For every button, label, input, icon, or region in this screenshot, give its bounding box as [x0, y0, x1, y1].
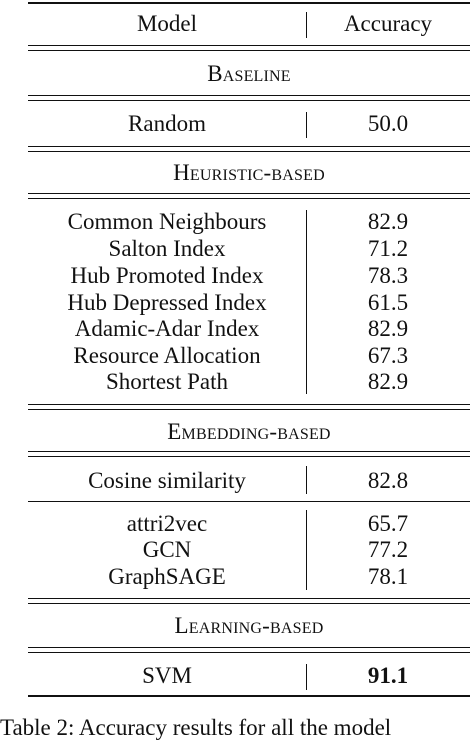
- table-row-model: Random: [128, 111, 206, 136]
- column-divider: [306, 466, 307, 494]
- rule: [28, 50, 470, 51]
- table-row-model: attri2vec: [126, 511, 208, 536]
- section-title-learning: Learning-based: [174, 613, 324, 638]
- table-row-model: Common Neighbours: [67, 209, 267, 234]
- rule: [28, 456, 470, 457]
- table-row-model: Adamic-Adar Index: [74, 316, 260, 341]
- table-row-accuracy: 67.3: [367, 343, 409, 368]
- table-caption: Table 2: Accuracy results for all the model: [0, 715, 392, 740]
- rule: [28, 451, 470, 452]
- table-row-accuracy: 78.3: [367, 263, 409, 288]
- table-row-model: GraphSAGE: [108, 564, 226, 589]
- section-title-heuristic: Heuristic-based: [173, 160, 325, 185]
- table-row-model: Salton Index: [108, 236, 226, 261]
- table-row-model: GCN: [142, 537, 192, 562]
- rule: [28, 404, 470, 405]
- table-row-model: Hub Promoted Index: [70, 263, 264, 288]
- table-row-accuracy-best: 91.1: [367, 663, 409, 688]
- rule: [28, 151, 470, 152]
- rule: [28, 146, 470, 147]
- rule: [28, 501, 470, 502]
- table-row-accuracy: 71.2: [367, 236, 409, 261]
- rule: [28, 45, 470, 46]
- table-row-accuracy: 82.9: [367, 316, 409, 341]
- table-row-model: Hub Depressed Index: [67, 290, 267, 315]
- column-divider: [306, 664, 307, 690]
- table-row-model: Cosine similarity: [88, 468, 246, 493]
- column-divider: [306, 112, 307, 138]
- table-row-model: Resource Allocation: [73, 343, 261, 368]
- table-row-accuracy: 77.2: [367, 537, 409, 562]
- table-row-accuracy: 82.8: [367, 468, 409, 493]
- rule: [28, 603, 470, 604]
- rule: [28, 100, 470, 101]
- table-row-accuracy: 82.9: [367, 209, 409, 234]
- table-top-rule: [28, 2, 470, 4]
- table-row-model: Shortest Path: [105, 369, 229, 394]
- column-divider: [306, 510, 307, 590]
- header-model: Model: [136, 11, 198, 36]
- table-row-accuracy: 65.7: [367, 511, 409, 536]
- header-column-divider: [306, 12, 307, 38]
- rule: [28, 409, 470, 410]
- table-row-accuracy: 50.0: [367, 111, 409, 136]
- table-row-model: SVM: [142, 663, 192, 688]
- rule: [28, 598, 470, 599]
- rule: [28, 652, 470, 653]
- header-accuracy: Accuracy: [343, 11, 433, 36]
- rule: [28, 95, 470, 96]
- section-title-embedding: Embedding-based: [167, 419, 331, 444]
- table-row-accuracy: 78.1: [367, 564, 409, 589]
- table-row-accuracy: 61.5: [367, 290, 409, 315]
- rule: [28, 193, 470, 194]
- table-bottom-rule: [28, 695, 470, 697]
- section-title-baseline: Baseline: [207, 61, 291, 86]
- rule: [28, 198, 470, 199]
- rule: [28, 647, 470, 648]
- table-row-accuracy: 82.9: [367, 369, 409, 394]
- column-divider: [306, 210, 307, 394]
